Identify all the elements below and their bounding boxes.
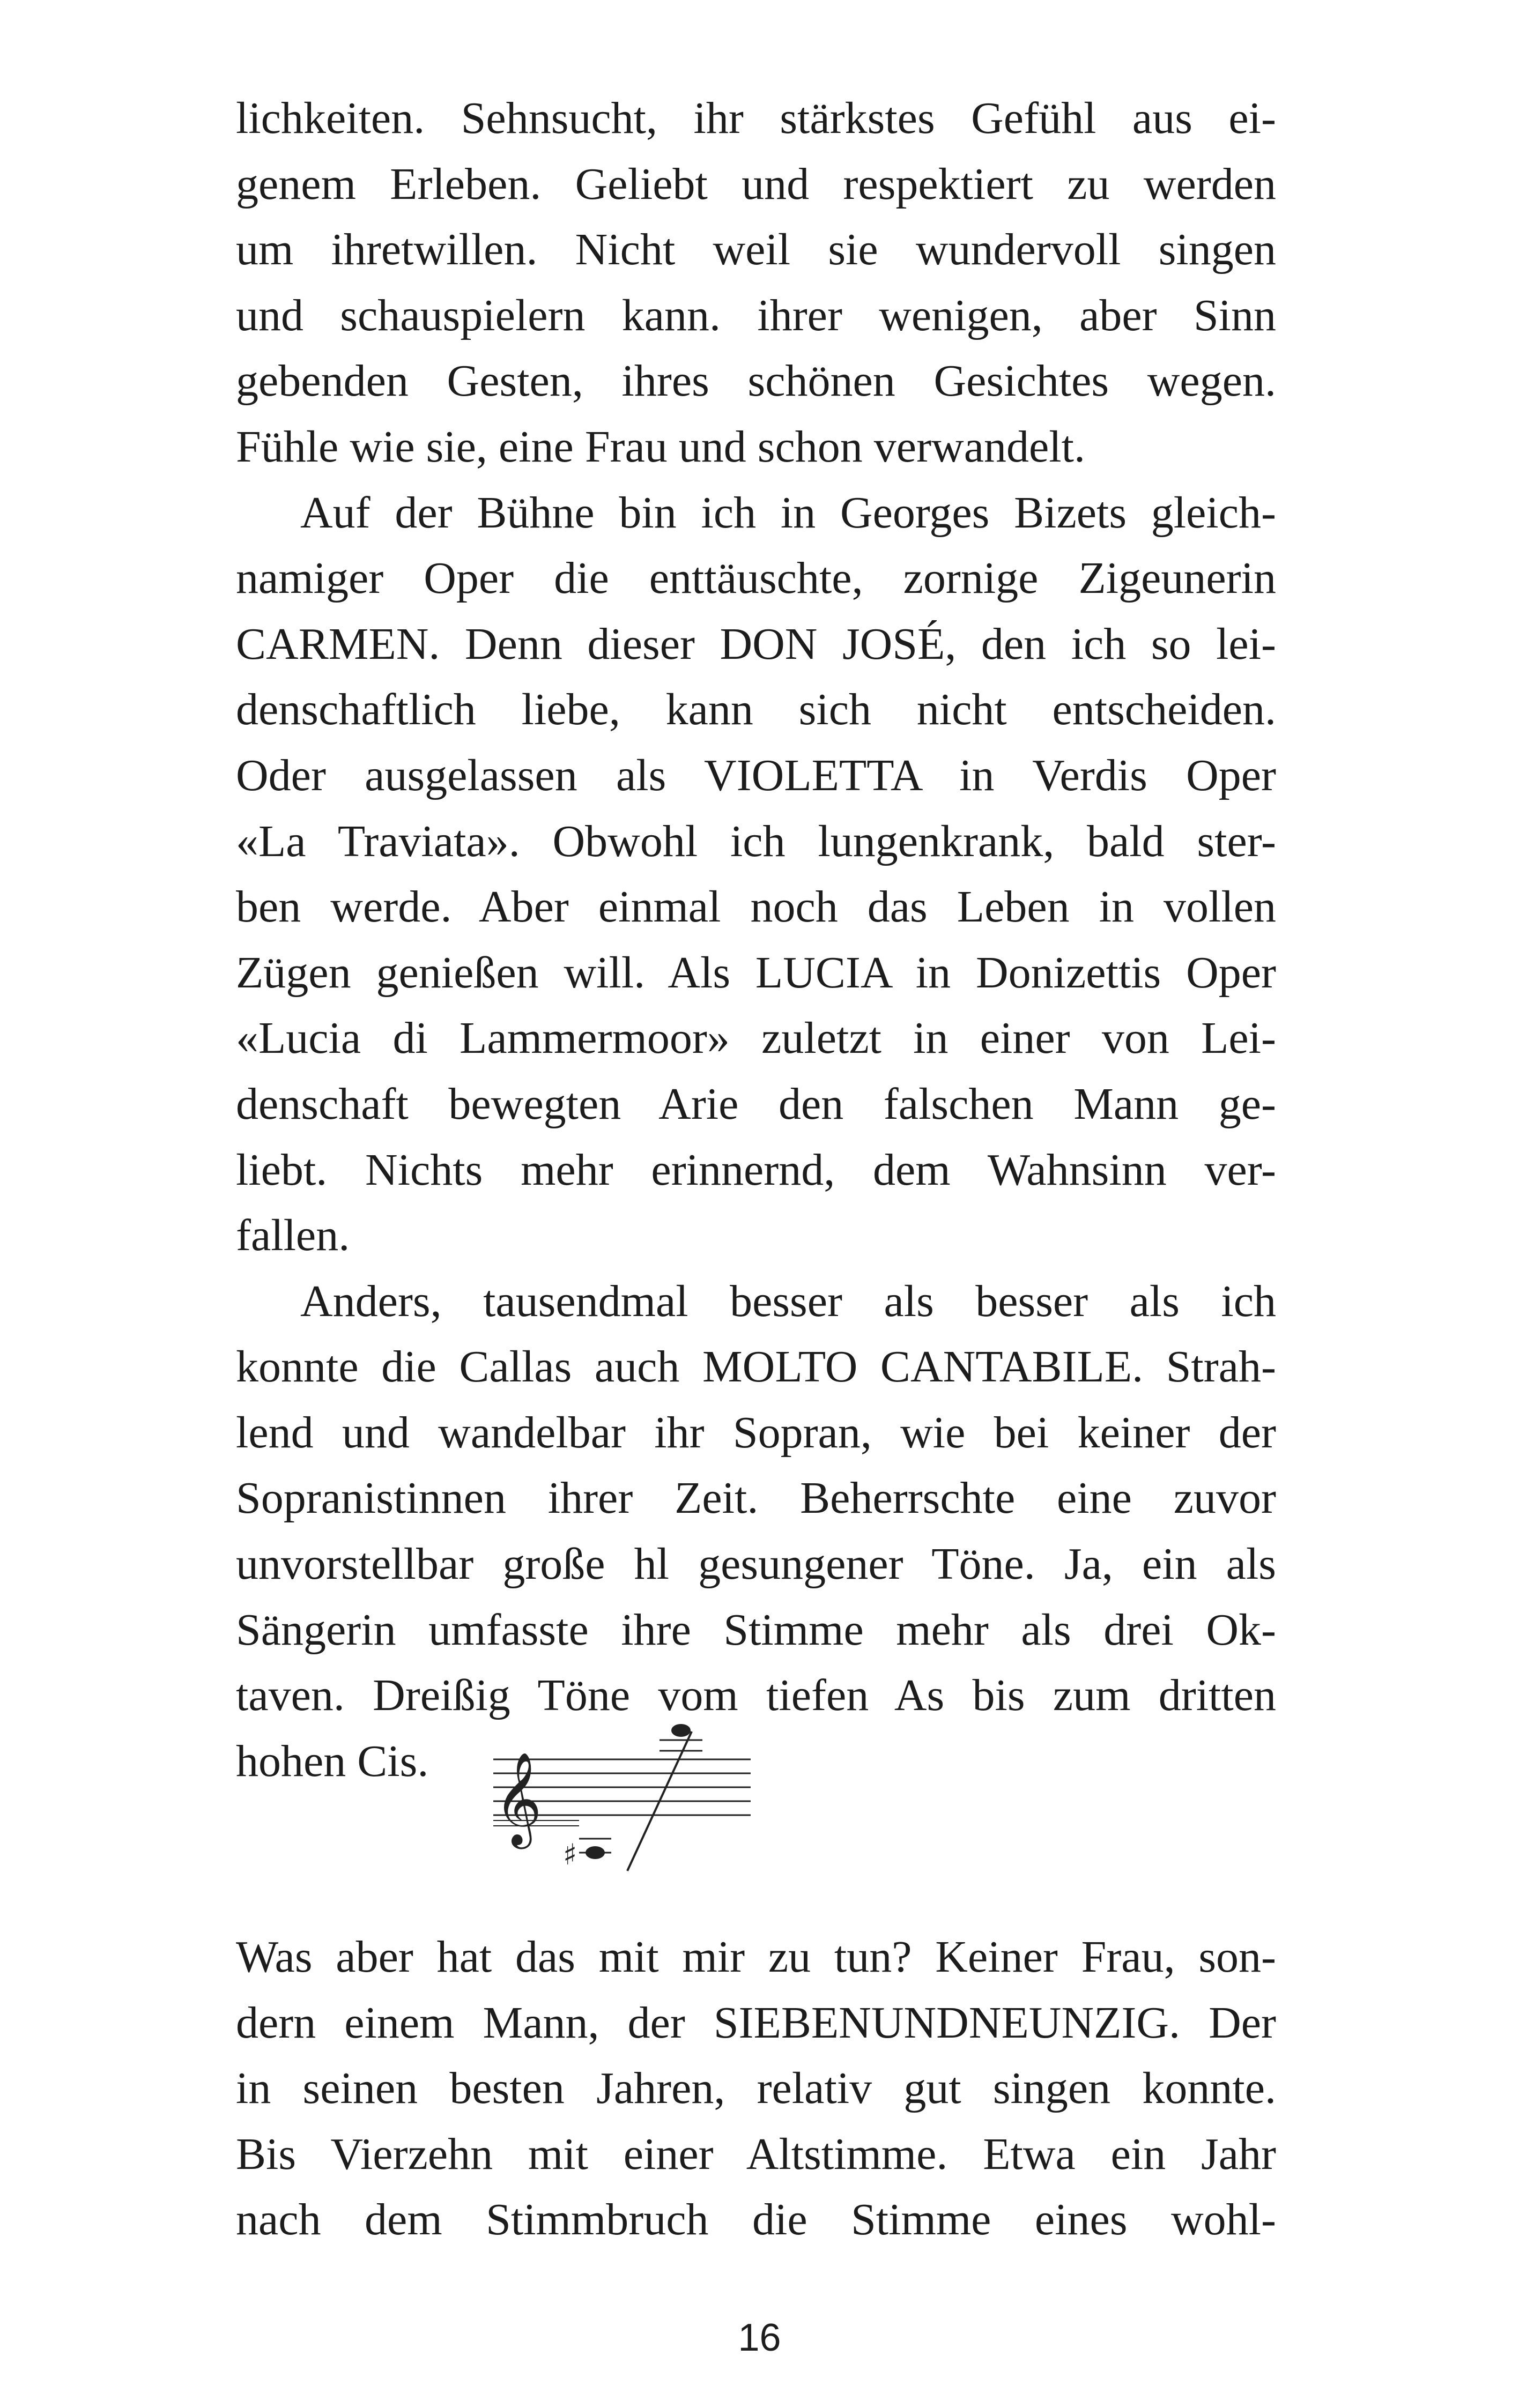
text-line: fallen.	[236, 1210, 350, 1261]
body-text-lower	[236, 1924, 1276, 2253]
text-line: um ihretwillen. Nicht weil sie wundervoll singen	[236, 225, 1276, 275]
text-line: Anders, tausendmal besser als besser als ich	[300, 1276, 1276, 1326]
text-line: ben werde. Aber einmal noch das Leben in vollen	[236, 882, 1276, 932]
text-line: in seinen besten Jahren, relativ gut singen konnte.	[236, 2063, 1276, 2114]
text-line: taven. Dreißig Töne vom tiefen As bis zum dritten	[236, 1670, 1276, 1721]
text-line: Fühle wie sie, eine Frau und schon verwandelt.	[236, 421, 1085, 472]
text-line: Sängerin umfasste ihre Stimme mehr als drei Ok-	[236, 1604, 1276, 1655]
text-line: nach dem Stimmbruch die Stimme eines wohl-	[236, 2195, 1276, 2245]
text-line: Zügen genießen will. Als LUCIA in Donizettis Oper	[236, 947, 1276, 998]
treble-clef-staff-range-icon	[483, 1721, 761, 1876]
text-line: unvorstellbar große hl gesungener Töne. Ja, ein als	[236, 1539, 1276, 1589]
text-line: dern einem Mann, der SIEBENUNDNEUNZIG. Der	[236, 1997, 1276, 2048]
paragraph-2	[236, 480, 1276, 1269]
clef-glyph: 𝄞	[494, 1752, 542, 1845]
text-line: Sopranistinnen ihrer Zeit. Beherrschte eine zuvor	[236, 1473, 1276, 1523]
text-line: CARMEN. Denn dieser DON JOSÉ, den ich so lei-	[236, 619, 1276, 669]
text-line: Auf der Bühne bin ich in Georges Bizets gleich-	[300, 487, 1276, 538]
text-line: hohen Cis.	[236, 1736, 429, 1786]
text-line: denschaftlich liebe, kann sich nicht entscheiden.	[236, 685, 1276, 735]
text-line: Oder ausgelassen als VIOLETTA in Verdis Oper	[236, 750, 1276, 800]
text-line: Bis Vierzehn mit einer Altstimme. Etwa ein Jahr	[236, 2129, 1276, 2179]
text-line: liebt. Nichts mehr erinnernd, dem Wahnsinn ver-	[236, 1144, 1276, 1195]
text-line: «La Traviata». Obwohl ich lungenkrank, bald ster-	[236, 816, 1276, 866]
text-line: genem Erleben. Geliebt und respektiert zu werden	[236, 159, 1276, 209]
text-line: gebenden Gesten, ihres schönen Gesichtes wegen.	[236, 356, 1276, 406]
paragraph-4	[236, 1924, 1276, 2253]
text-line: denschaft bewegten Arie den falschen Mann ge-	[236, 1079, 1276, 1129]
sharp-glyph: ♯	[563, 1838, 577, 1871]
text-line: konnte die Callas auch MOLTO CANTABILE. Strah-	[236, 1342, 1276, 1392]
paragraph-1	[236, 86, 1276, 480]
text-line: Was aber hat das mit mir zu tun? Keiner Frau, son-	[236, 1932, 1276, 1982]
text-line: «Lucia di Lammermoor» zuletzt in einer von Lei-	[236, 1013, 1276, 1064]
page-number: 16	[738, 2316, 781, 2359]
text-line: und schauspielern kann. ihrer wenigen, aber Sinn	[236, 290, 1276, 340]
paragraph-3	[236, 1269, 1276, 1795]
text-line: namiger Oper die enttäuschte, zornige Zigeunerin	[236, 553, 1276, 604]
text-line: lend und wandelbar ihr Sopran, wie bei keiner der	[236, 1407, 1276, 1458]
text-line: lichkeiten. Sehnsucht, ihr stärkstes Gefühl aus ei-	[236, 93, 1276, 143]
body-text-upper	[236, 86, 1276, 1794]
